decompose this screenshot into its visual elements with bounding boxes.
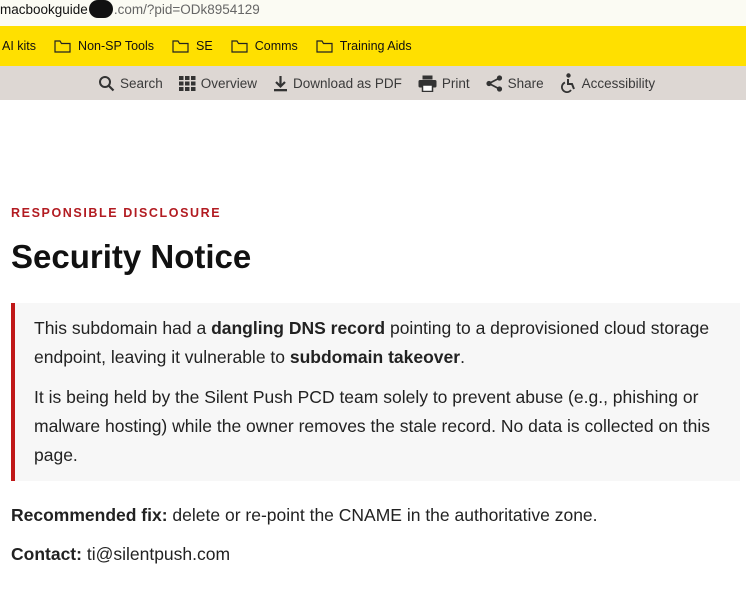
notice-text: pointing to a deprovisioned cloud storage endpoint, leaving it vulnerable to (34, 318, 710, 367)
fix-text: delete or re-point the CNAME in the authoritative zone. (167, 505, 598, 525)
print-label: Print (441, 75, 470, 91)
share-button[interactable] (486, 75, 544, 92)
bookmark-label: Comms (254, 39, 298, 53)
download-icon (273, 75, 288, 92)
document-toolbar (0, 66, 746, 100)
notice-paragraph-1 (34, 314, 722, 372)
address-bar[interactable] (0, 0, 746, 26)
accessibility-label: Accessibility (581, 75, 656, 91)
folder-icon (316, 40, 333, 53)
bookmark-comms[interactable] (231, 39, 298, 53)
search-label: Search (120, 75, 163, 91)
bookmark-label: AI kits (2, 39, 37, 53)
contact-text: ti@silentpush.com (81, 544, 231, 564)
download-label: Download as PDF (293, 75, 402, 91)
redaction-mark (89, 0, 113, 18)
notice-text: This subdomain had a (34, 318, 212, 338)
overview-label: Overview (200, 75, 258, 91)
share-label: Share (507, 75, 544, 91)
search-icon (98, 75, 115, 92)
bookmark-training-aids[interactable] (316, 39, 412, 53)
accessibility-button[interactable] (560, 73, 656, 93)
bookmarks-bar (0, 26, 746, 66)
folder-icon (172, 40, 189, 53)
grid-icon (179, 76, 196, 91)
bookmark-se[interactable] (172, 39, 213, 53)
accessibility-icon (560, 73, 577, 93)
bookmark-label: Non-SP Tools (78, 39, 155, 53)
fix-label: Recommended fix: (11, 505, 168, 525)
page-title: Security Notice (11, 238, 252, 275)
notice-emphasis: subdomain takeover (289, 347, 461, 367)
folder-icon (54, 40, 71, 53)
notice-text: . (460, 347, 465, 367)
notice-paragraph-2: It is being held by the Silent Push PCD team solely to prevent abuse (e.g., phishing or malware hosting) while the owner removes the stale record. No data is collected on this page. (34, 387, 711, 465)
share-icon (486, 75, 503, 92)
notice-callout (11, 303, 740, 481)
bookmark-ai-kits[interactable] (2, 39, 36, 53)
bookmark-label: SE (196, 39, 213, 53)
contact-label: Contact: (11, 544, 82, 564)
url-host-prefix: macbookguide (0, 2, 88, 17)
url-path: /?pid=ODk8954129 (143, 2, 260, 17)
recommended-fix (11, 505, 598, 526)
url-host-suffix: .com (113, 2, 144, 17)
overview-button[interactable] (179, 76, 257, 91)
contact-line (11, 544, 230, 565)
printer-icon (418, 75, 437, 92)
notice-emphasis: dangling DNS record (211, 318, 386, 338)
folder-icon (231, 40, 248, 53)
bookmark-non-sp-tools[interactable] (54, 39, 154, 53)
print-button[interactable] (418, 75, 470, 92)
bookmark-label: Training Aids (339, 39, 412, 53)
search-button[interactable] (98, 75, 163, 92)
section-eyebrow: RESPONSIBLE DISCLOSURE (11, 206, 222, 220)
download-pdf-button[interactable] (273, 75, 402, 92)
